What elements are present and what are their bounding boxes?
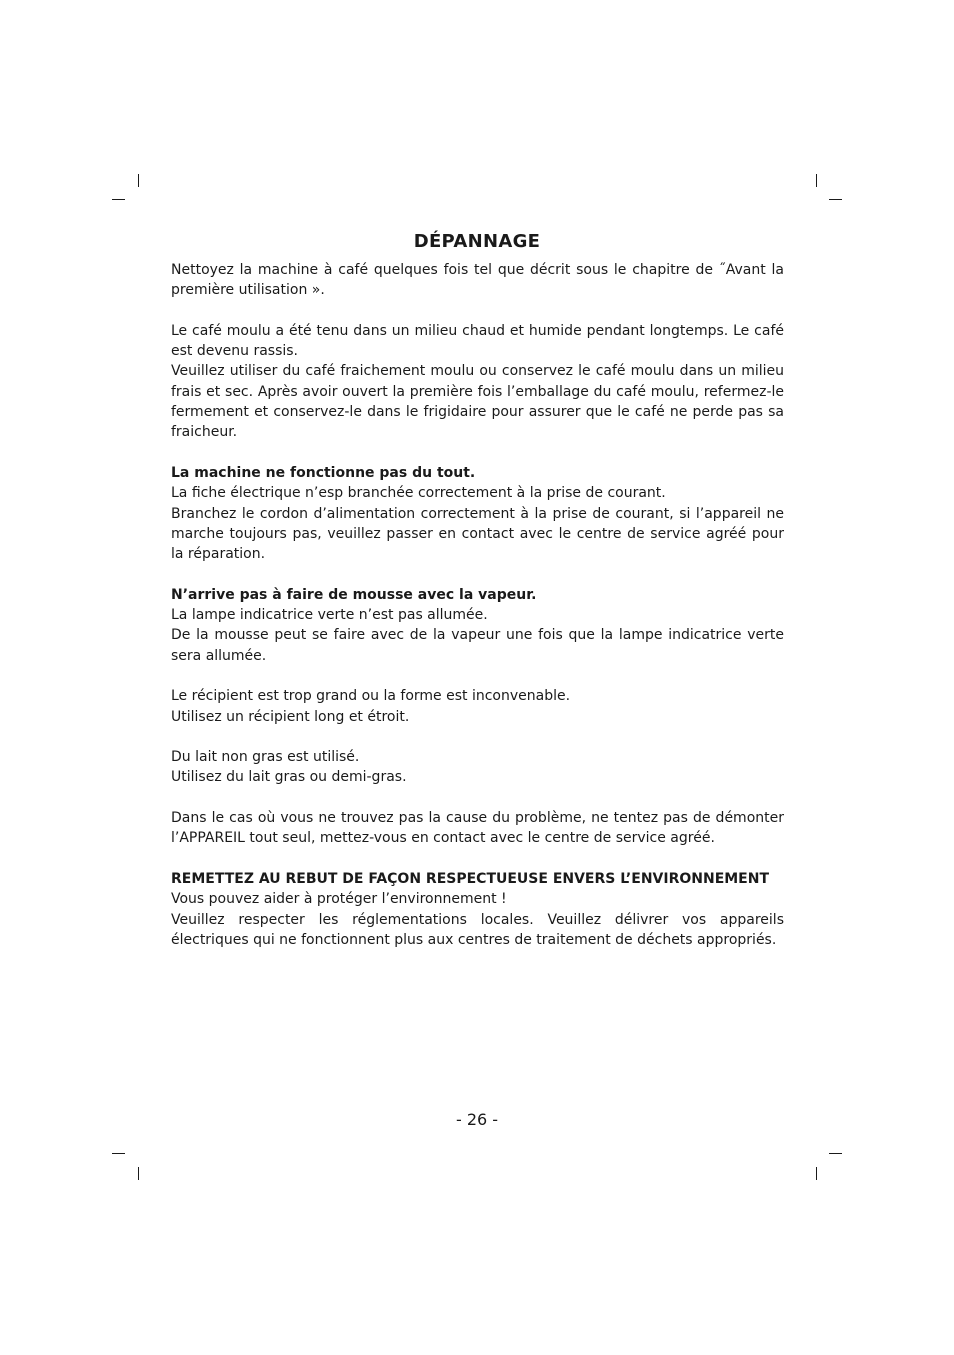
crop-mark-top-left-horizontal [112,199,125,200]
crop-mark-bottom-left-vertical [138,1167,139,1180]
section-heading-no-foam: N’arrive pas à faire de mousse avec la vapeur. [171,586,537,603]
paragraph: Veuillez utiliser du café fraichement moulu ou conservez le café moulu dans un milieu frais et sec. Après avoir ouvert la première fois l’emballage du café moulu, refermez-le fermement et conservez-le dans le frigidaire pour assurer que le café ne perde pas sa fraicheur. [171,363,784,441]
paragraph: Dans le cas où vous ne trouvez pas la cause du problème, ne tentez pas de démonter l’APPAREIL tout seul, mettez-vous en contact avec le centre de service agréé. [171,810,784,847]
paragraph: Nettoyez la machine à café quelques fois tel que décrit sous le chapitre de ˝Avant la première utilisation ». [171,262,784,299]
page-title: DÉPANNAGE [413,231,541,252]
blank-line [171,727,784,747]
blank-line [171,788,784,808]
section-heading-disposal: REMETTEZ AU REBUT DE FAÇON RESPECTUEUSE ENVERS L’ENVIRONNEMENT [171,870,770,887]
paragraph: La fiche électrique n’esp branchée correctement à la prise de courant. [171,485,666,502]
paragraph: Le café moulu a été tenu dans un milieu chaud et humide pendant longtemps. Le café est devenu rassis. [171,322,784,360]
blank-line [171,443,784,463]
paragraph: Le récipient est trop grand ou la forme est inconvenable. [171,688,571,705]
page-number: - 26 - [455,1110,499,1129]
paragraph: Du lait non gras est utilisé. [171,749,360,766]
paragraph: Veuillez respecter les réglementations locales. Veuillez délivrer vos appareils électriques qui ne fonctionnent plus aux centres de traitement de déchets appropriés. [171,911,784,948]
blank-line [171,564,784,584]
paragraph: Branchez le cordon d’alimentation correctement à la prise de courant, si l’appareil ne marche toujours pas, veuillez passer en contact avec le centre de service agréé pour la réparation. [171,505,784,563]
paragraph: Vous pouvez aider à protéger l’environnement ! [171,891,507,908]
crop-mark-bottom-right-vertical [816,1167,817,1180]
body-text [171,260,784,950]
crop-mark-top-left-vertical [138,174,139,187]
paragraph: La lampe indicatrice verte n’est pas allumée. [171,607,488,624]
blank-line [171,849,784,869]
section-heading-no-power: La machine ne fonctionne pas du tout. [171,464,476,481]
paragraph: Utilisez du lait gras ou demi-gras. [171,769,407,786]
crop-mark-top-right-vertical [816,174,817,187]
paragraph: De la mousse peut se faire avec de la vapeur une fois que la lampe indicatrice verte sera allumée. [171,627,784,664]
crop-mark-top-right-horizontal [829,199,842,200]
crop-mark-bottom-left-horizontal [112,1153,125,1154]
blank-line [171,301,784,321]
crop-mark-bottom-right-horizontal [829,1153,842,1154]
paragraph: Utilisez un récipient long et étroit. [171,708,410,725]
blank-line [171,666,784,686]
